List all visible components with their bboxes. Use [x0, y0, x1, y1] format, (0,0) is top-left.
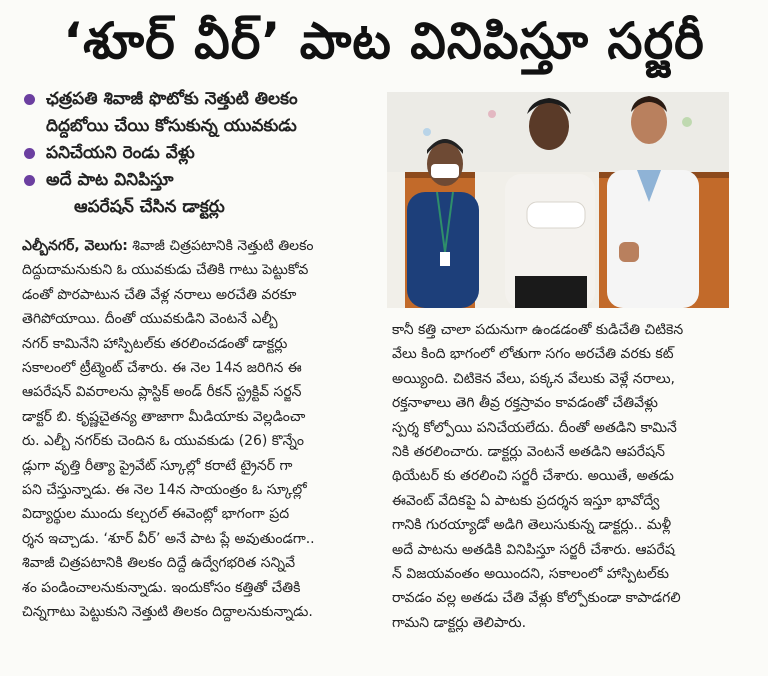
- photo-illustration: [387, 92, 729, 308]
- bullet-text: అదే పాట వినిపిస్తూ: [46, 170, 174, 190]
- article-left-column: [22, 234, 377, 625]
- bullet-dot-icon: [24, 175, 35, 186]
- headline: ‘శూర్ వీర్’ పాట వినిపిస్తూ సర్జరీ: [63, 12, 705, 70]
- dateline: ఎల్బీనగర్, వెలుగు:: [22, 238, 128, 254]
- text-line: రావడం వల్ల అతడు చేతి వేళ్లు కోల్పోకుండా కాపాడగలి: [392, 590, 681, 607]
- text-line: శివాజీ చిత్రపటానికి తిలకం దిద్దే ఉద్వేగభరిత సన్నివే: [22, 555, 296, 572]
- text-line: రు. ఎల్బీ నగర్‌కు చెందిన ఓ యువకుడు (26) కొన్నేం: [22, 433, 304, 450]
- text-line: పని చేస్తున్నాడు. ఈ నెల 14న సాయంత్రం ఓ స్కూల్లో: [22, 482, 307, 499]
- news-photo: [387, 92, 729, 308]
- text-line: గానికి గురయ్యాడో అడిగి తెలుసుకున్న డాక్టర్లు.. మళ్లీ: [392, 517, 672, 534]
- text-line: వేలు కింది భాగంలో లోతుగా సగం అరచేతి వరకు కట్: [392, 346, 674, 363]
- text-line: శం పండించాలనుకున్నాడు. ఇందుకోసం కత్తితో చేతికి: [22, 579, 301, 596]
- bullet-text: దిద్దబోయి చేయి కోసుకున్న యువకుడు: [46, 116, 297, 136]
- bullet-text: పనిచేయని రెండు వేళ్లు: [46, 143, 195, 163]
- bullet-item: [22, 86, 382, 140]
- bullet-dot-icon: [24, 94, 35, 105]
- text-line: చిన్నగాటు పెట్టుకుని నెత్తుటి తిలకం దిద్దాలనుకున్నాడు.: [22, 604, 313, 621]
- text-line: ర్శన ఇచ్చాడు. ‘శూర్ వీర్’ అనే పాట ప్లే అవుతుండగా..: [22, 530, 315, 547]
- text-line: నగర్ కామినేని హాస్పిటల్‌కు తరలించడంతో డాక్టర్లు: [22, 335, 288, 352]
- bullet-item: [22, 140, 382, 167]
- text-line: డాక్టర్ బి. కృష్ణచైతన్య తాజాగా మీడియాకు వెల్లడించా: [22, 408, 306, 425]
- text-line: స్పర్శ కోల్పోయి పనిచేయలేదు. దీంతో అతడిని కామినే: [392, 419, 677, 436]
- text-line: [22, 234, 377, 258]
- bullet-dot-icon: [24, 148, 35, 159]
- text-line: థియేటర్ కు తరలించి సర్జరీ చేశారు. అయితే, అతడు: [392, 468, 674, 485]
- article-right-column: [392, 318, 730, 635]
- text-line: ఈవెంట్ వేదికపై ఏ పాటకు ప్రదర్శన ఇస్తూ భావోద్వే: [392, 492, 660, 509]
- bullet-item: [22, 167, 382, 221]
- text-line: కానీ కత్తి చాలా పదునుగా ఉండడంతో కుడిచేతి చిటికెన: [392, 322, 684, 338]
- text-line: గామని డాక్టర్లు తెలిపారు.: [392, 614, 527, 631]
- text-line: దిద్దుదామనుకుని ఓ యువకుడు చేతికి గాటు పెట్టుకోవ: [22, 262, 309, 279]
- text-line: నికి తరలించారు. డాక్టర్లు వెంటనే అతడిని ఆపరేషన్: [392, 444, 665, 461]
- text-line: డంతో పొరపాటున చేతి వేళ్ల నరాలు అరచేతి వరకూ: [22, 286, 297, 303]
- text-line: సకాలంలో ట్రీట్మెంట్ చేశారు. ఈ నెల 14న జరిగిన ఈ: [22, 360, 302, 377]
- text-line: అదే పాటను అతడికి వినిపిస్తూ సర్జరీ చేశారు. ఆపరేష: [392, 541, 675, 558]
- text-line: డ్లుగా వృత్తి రీత్యా ప్రైవేట్ స్కూల్లో కరాటే ట్రైనర్ గా: [22, 457, 293, 474]
- text-line: న్ విజయవంతం అయిందని, సకాలంలో హాస్పిటల్‌కు: [392, 566, 669, 583]
- text-line-content: శివాజీ చిత్రపటానికి నెత్తుటి తిలకం: [132, 238, 314, 254]
- text-line: రక్తనాళాలు తెగి తీవ్ర రక్తస్రావం కావడంతో చేతివేళ్లు: [392, 395, 658, 412]
- text-line: తెగిపోయాయి. దీంతో యువకుడిని వెంటనే ఎల్బీ: [22, 311, 278, 328]
- text-line: అయ్యింది. చిటికెన వేలు, పక్కన వేలుకు వెళ్లే నరాలు,: [392, 370, 676, 387]
- bullet-text: ఆపరేషన్ చేసిన డాక్టర్లు: [74, 197, 225, 217]
- text-line: విద్యార్థుల ముందు కల్చరల్ ఈవెంట్లో భాగంగా ప్రద: [22, 506, 290, 523]
- bullet-text: ఛత్రపతి శివాజీ ఫొటోకు నెత్తుటి తిలకం: [46, 89, 298, 109]
- bullet-list: [22, 86, 382, 221]
- text-line: ఆపరేషన్ వివరాలను ప్లాస్టిక్ అండ్ రీకన్ స్ట్రక్టివ్ సర్జన్: [22, 384, 302, 401]
